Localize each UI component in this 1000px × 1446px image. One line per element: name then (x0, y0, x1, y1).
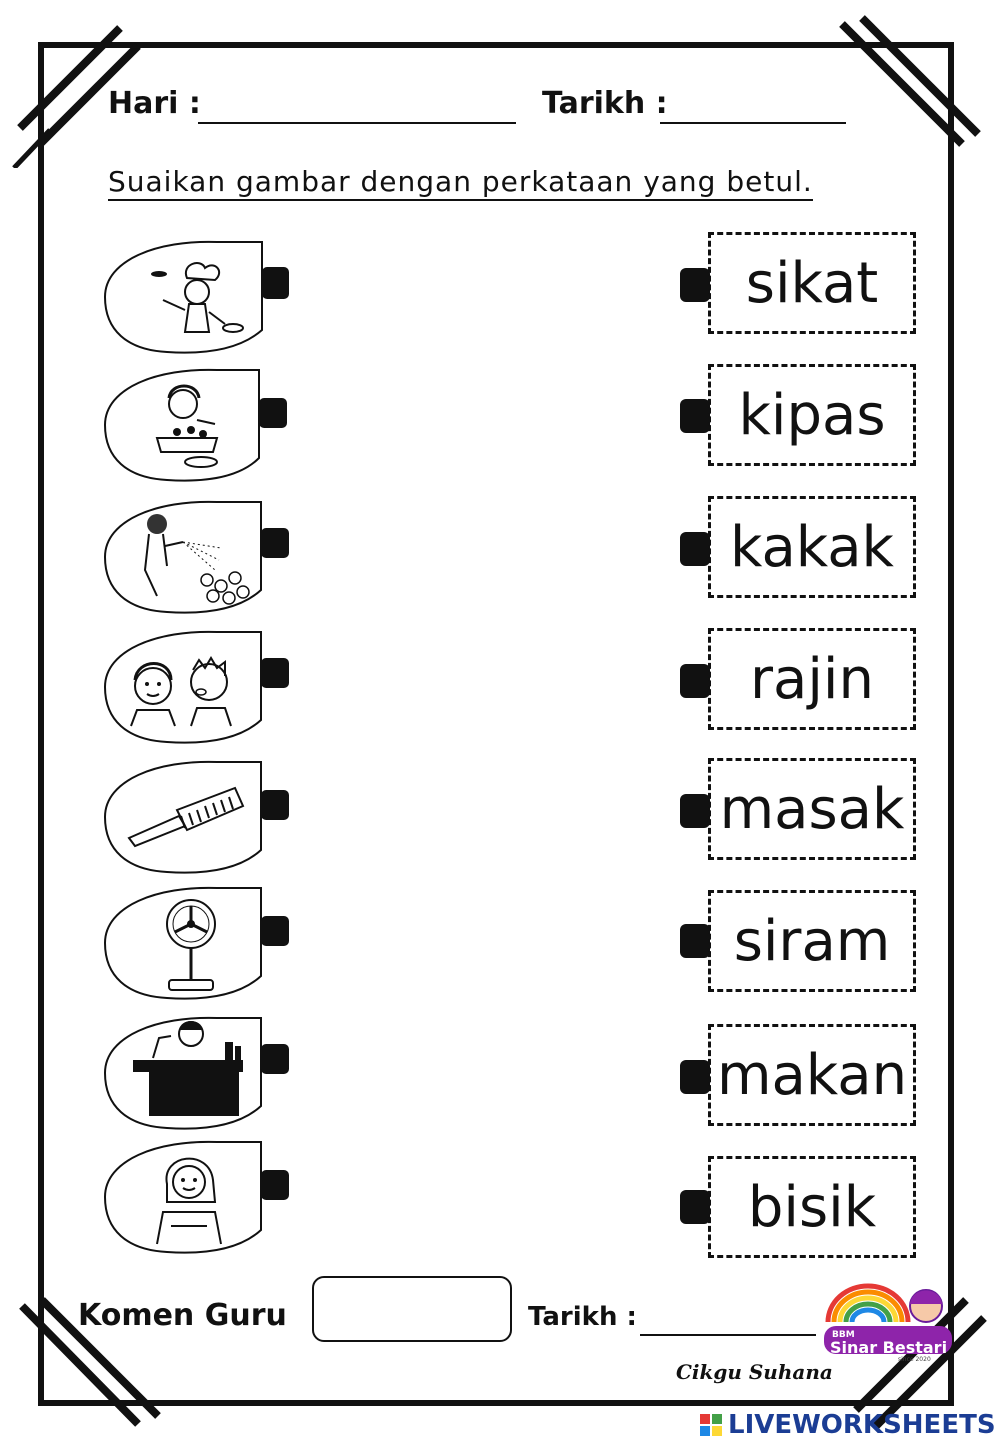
logo-small-text: BBM (832, 1330, 855, 1340)
word-box-sikat[interactable]: sikat (708, 232, 916, 334)
corner-tape-top-right (832, 14, 982, 164)
footer-date-line[interactable] (640, 1334, 816, 1336)
teacher-comment-box[interactable] (312, 1276, 512, 1342)
date-input-line[interactable] (660, 122, 846, 124)
logo-tagline: since 2020 (898, 1356, 931, 1363)
liveworksheets-branding (700, 1406, 1000, 1444)
standing-fan-icon[interactable] (97, 886, 292, 1000)
girl-watering-flowers-icon[interactable] (97, 500, 292, 614)
word-connector-dot[interactable] (680, 1060, 710, 1094)
day-label: Hari : (108, 86, 201, 121)
footer-date-label: Tarikh : (528, 1302, 637, 1332)
comment-label: Komen Guru (78, 1298, 287, 1333)
comb-icon[interactable] (97, 760, 292, 874)
word-box-bisik[interactable]: bisik (708, 1156, 916, 1258)
day-input-line[interactable] (198, 122, 516, 124)
word-connector-dot[interactable] (680, 268, 710, 302)
word-connector-dot[interactable] (680, 1190, 710, 1224)
logo-title: Sinar Bestari (830, 1338, 948, 1357)
chef-cooking-icon[interactable] (97, 240, 292, 354)
word-connector-dot[interactable] (680, 532, 710, 566)
boys-whispering-icon[interactable] (97, 630, 292, 744)
boy-eating-icon[interactable] (97, 368, 292, 482)
liveworksheets-text: LIVEWORKSHEETS (728, 1410, 996, 1440)
word-box-kakak[interactable]: kakak (708, 496, 916, 598)
word-box-rajin[interactable]: rajin (708, 628, 916, 730)
word-connector-dot[interactable] (680, 664, 710, 698)
word-connector-dot[interactable] (680, 399, 710, 433)
liveworksheets-logo-icon (700, 1414, 722, 1436)
word-box-masak[interactable]: masak (708, 758, 916, 860)
word-connector-dot[interactable] (680, 794, 710, 828)
teacher-signature: Cikgu Suhana (676, 1360, 833, 1384)
girl-smiling-icon[interactable] (97, 1140, 292, 1254)
child-studying-icon[interactable] (97, 1016, 292, 1130)
word-box-siram[interactable]: siram (708, 890, 916, 992)
instruction-text: Suaikan gambar dengan perkataan yang betul. (108, 165, 813, 201)
word-box-makan[interactable]: makan (708, 1024, 916, 1126)
date-label: Tarikh : (542, 86, 668, 121)
word-box-kipas[interactable]: kipas (708, 364, 916, 466)
word-connector-dot[interactable] (680, 924, 710, 958)
